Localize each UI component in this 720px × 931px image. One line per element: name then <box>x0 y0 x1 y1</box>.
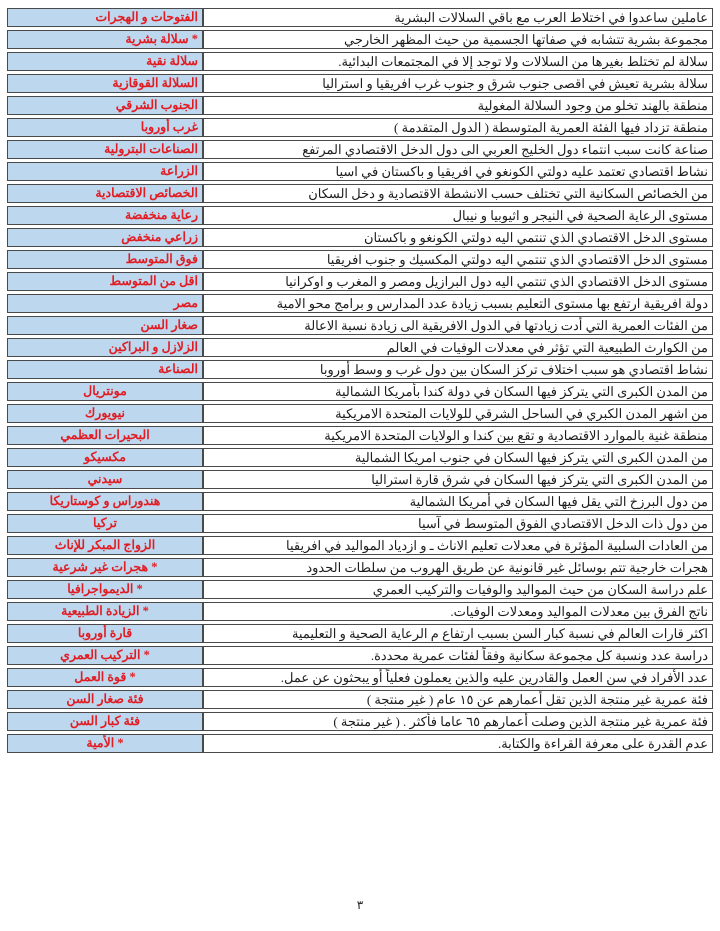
definition-cell: من الكوارث الطبيعية التي تؤثر في معدلات الوفيات في العالم <box>203 338 713 357</box>
term-cell: الزراعة <box>7 162 203 181</box>
definition-cell: من المدن الكبرى التي يتركز فيها السكان في دولة كندا بأمريكا الشمالية <box>203 382 713 401</box>
table-row <box>7 382 713 401</box>
table-row <box>7 690 713 709</box>
term-cell: مصر <box>7 294 203 313</box>
table-row <box>7 74 713 93</box>
term-cell: هندوراس و كوستاريكا <box>7 492 203 511</box>
definition-cell: مجموعة بشرية تتشابه في صفاتها الجسمية من حيث المظهر الخارجي <box>203 30 713 49</box>
term-cell: الصناعة <box>7 360 203 379</box>
definition-cell: عدم القدرة على معرفة القراءة والكتابة. <box>203 734 713 753</box>
term-cell: فئة صغار السن <box>7 690 203 709</box>
definition-cell: منطقة تزداد فيها الفئة العمرية المتوسطة ( الدول المتقدمة ) <box>203 118 713 137</box>
definition-cell: هجرات خارجية تتم بوسائل غير قانونية عن طريق الهروب من سلطات الحدود <box>203 558 713 577</box>
table-row <box>7 492 713 511</box>
table-row <box>7 8 713 27</box>
term-cell: السلالة القوقازية <box>7 74 203 93</box>
table-row <box>7 118 713 137</box>
term-cell: مكسيكو <box>7 448 203 467</box>
term-cell: سلالة نقية <box>7 52 203 71</box>
term-cell: اقل من المتوسط <box>7 272 203 291</box>
term-cell: غرب أوروبا <box>7 118 203 137</box>
definition-cell: نشاط اقتصادي تعتمد عليه دولتي الكونغو في افريقيا و باكستان في اسيا <box>203 162 713 181</box>
table-row <box>7 734 713 753</box>
table-row <box>7 250 713 269</box>
definition-cell: اكثر قارات العالم في نسبة كبار السن بسبب ارتفاع م الرعاية الصحية و التعليمية <box>203 624 713 643</box>
term-cell: الخصائص الاقتصادية <box>7 184 203 203</box>
table-row <box>7 404 713 423</box>
definition-cell: من العادات السلبية المؤثرة في معدلات تعليم الاناث ـ و ازدياد المواليد في افريقيا <box>203 536 713 555</box>
definition-cell: عاملين ساعدوا في اختلاط العرب مع باقي السلالات البشرية <box>203 8 713 27</box>
table-row <box>7 646 713 665</box>
definition-cell: مستوى الدخل الاقتصادي الذي تنتمي اليه دول البرازيل ومصر و المغرب و اوكرانيا <box>203 272 713 291</box>
definitions-table <box>7 5 713 756</box>
table-row <box>7 272 713 291</box>
definition-cell: دراسة عدد ونسبة كل مجموعة سكانية وفقاً لفئات عمرية محددة. <box>203 646 713 665</box>
table-row <box>7 316 713 335</box>
definition-cell: عدد الأفراد في سن العمل والقادرين عليه والذين يعملون فعلياً أو يبحثون عن عمل. <box>203 668 713 687</box>
table-row <box>7 30 713 49</box>
term-cell: زراعي منخفض <box>7 228 203 247</box>
definition-cell: منطقة غنية بالموارد الاقتصادية و تقع بين كندا و الولايات المتحدة الامريكية <box>203 426 713 445</box>
definition-cell: من دول ذات الدخل الاقتصادي الفوق المتوسط في آسيا <box>203 514 713 533</box>
definition-cell: فئة عمرية غير منتجة الذين تقل أعمارهم عن ١٥ عام ( غير منتجة ) <box>203 690 713 709</box>
table-row <box>7 536 713 555</box>
table-row <box>7 602 713 621</box>
table-row <box>7 426 713 445</box>
term-cell: * التركيب العمري <box>7 646 203 665</box>
page-number: ٣ <box>356 898 364 912</box>
table-row <box>7 448 713 467</box>
definition-cell: مستوى الدخل الاقتصادي الذي تنتمي اليه دولتي الكونغو و باكستان <box>203 228 713 247</box>
definition-cell: من المدن الكبرى التي يتركز فيها السكان في جنوب امريكا الشمالية <box>203 448 713 467</box>
table-row <box>7 514 713 533</box>
term-cell: * الديمواجرافيا <box>7 580 203 599</box>
term-cell: البحيرات العظمي <box>7 426 203 445</box>
table-row <box>7 52 713 71</box>
term-cell: الزلازل و البراكين <box>7 338 203 357</box>
table-row <box>7 624 713 643</box>
term-cell: الصناعات البترولية <box>7 140 203 159</box>
term-cell: رعاية منخفضة <box>7 206 203 225</box>
term-cell: قارة أوروبا <box>7 624 203 643</box>
table-row <box>7 206 713 225</box>
definitions-table-body <box>7 8 713 753</box>
term-cell: * قوة العمل <box>7 668 203 687</box>
definition-cell: صناعة كانت سبب انتماء دول الخليج العربي الى دول الدخل الاقتصادي المرتفع <box>203 140 713 159</box>
table-row <box>7 558 713 577</box>
definition-cell: من الخصائص السكانية التي تختلف حسب الانشطة الاقتصادية و دخل السكان <box>203 184 713 203</box>
table-row <box>7 162 713 181</box>
term-cell: فوق المتوسط <box>7 250 203 269</box>
definition-cell: نشاط اقتصادي هو سبب اختلاف تركز السكان بين دول غرب و وسط أوروبا <box>203 360 713 379</box>
term-cell: * سلالة بشرية <box>7 30 203 49</box>
definition-cell: سلالة بشرية تعيش في اقصى جنوب شرق و جنوب غرب افريقيا و استراليا <box>203 74 713 93</box>
term-cell: * هجرات غير شرعية <box>7 558 203 577</box>
term-cell: * الأمية <box>7 734 203 753</box>
table-row <box>7 360 713 379</box>
definition-cell: مستوى الرعاية الصحية في النيجر و اثيوبيا و نيبال <box>203 206 713 225</box>
table-row <box>7 712 713 731</box>
definition-cell: فئة عمرية غير منتجة الذين وصلت أعمارهم ٦٥ عاما فأكثر . ( غير منتجة ) <box>203 712 713 731</box>
term-cell: مونتريال <box>7 382 203 401</box>
term-cell: صغار السن <box>7 316 203 335</box>
term-cell: الزواج المبكر للإناث <box>7 536 203 555</box>
table-row <box>7 470 713 489</box>
table-row <box>7 96 713 115</box>
definition-cell: علم دراسة السكان من حيث المواليد والوفيات والتركيب العمري <box>203 580 713 599</box>
definition-cell: سلالة لم تختلط بغيرها من السلالات ولا توجد إلا في المجتمعات البدائية. <box>203 52 713 71</box>
definition-cell: منطقة بالهند تخلو من وجود السلالة المغولية <box>203 96 713 115</box>
table-row <box>7 338 713 357</box>
table-row <box>7 580 713 599</box>
definition-cell: من الفئات العمرية التي أدت زيادتها في الدول الافريقية الى زيادة نسبة الاعالة <box>203 316 713 335</box>
table-row <box>7 184 713 203</box>
term-cell: سيدني <box>7 470 203 489</box>
term-cell: * الزيادة الطبيعية <box>7 602 203 621</box>
definition-cell: من دول البرزخ التي يقل فيها السكان في أمريكا الشمالية <box>203 492 713 511</box>
table-row <box>7 140 713 159</box>
definition-cell: من المدن الكبرى التي يتركز فيها السكان في شرق قارة استراليا <box>203 470 713 489</box>
term-cell: الفتوحات و الهجرات <box>7 8 203 27</box>
term-cell: تركيا <box>7 514 203 533</box>
definition-cell: دولة افريقية ارتفع بها مستوى التعليم بسبب زيادة عدد المدارس و برامج محو الامية <box>203 294 713 313</box>
term-cell: فئة كبار السن <box>7 712 203 731</box>
term-cell: الجنوب الشرقي <box>7 96 203 115</box>
definition-cell: مستوى الدخل الاقتصادي الذي تنتمي اليه دولتي المكسيك و جنوب افريقيا <box>203 250 713 269</box>
table-row <box>7 668 713 687</box>
definition-cell: من اشهر المدن الكبري في الساحل الشرقي للولايات المتحدة الامريكية <box>203 404 713 423</box>
definition-cell: ناتج الفرق بين معدلات المواليد ومعدلات الوفيات. <box>203 602 713 621</box>
table-row <box>7 294 713 313</box>
term-cell: نيويورك <box>7 404 203 423</box>
table-row <box>7 228 713 247</box>
